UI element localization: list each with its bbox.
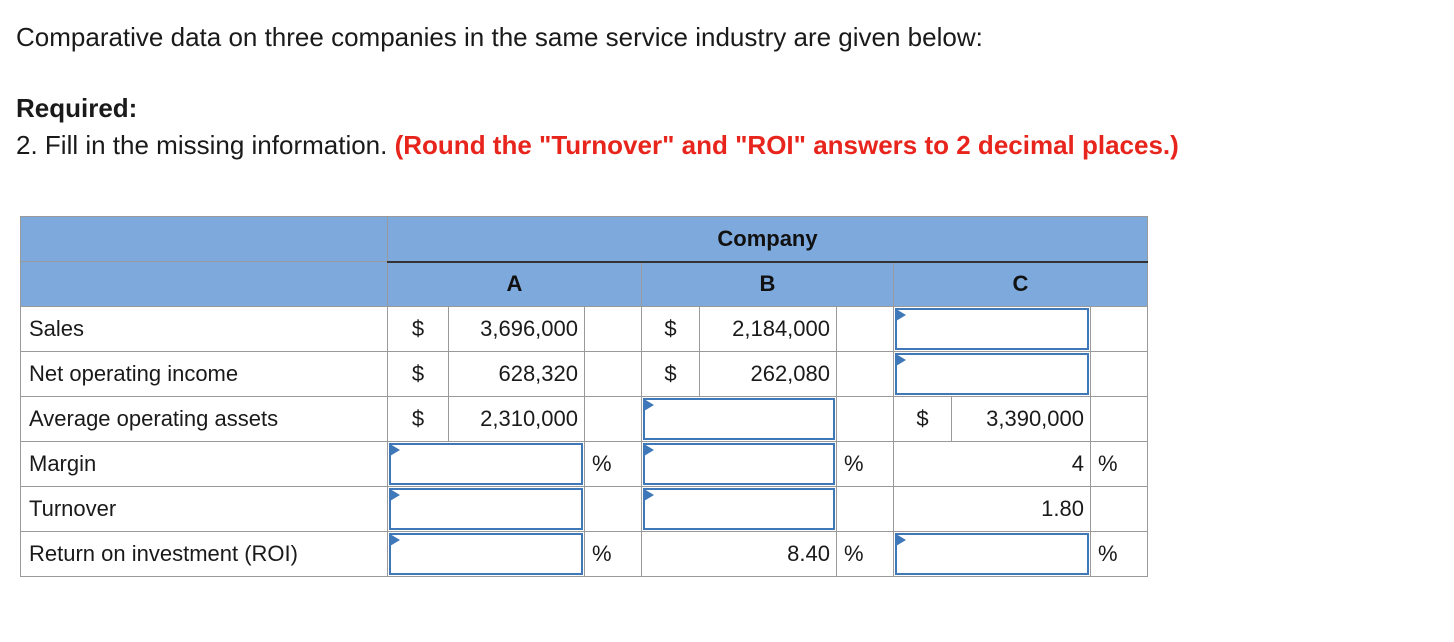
empty-cell — [1091, 487, 1148, 532]
header-row-company — [21, 217, 1148, 262]
percent-sign: % — [837, 442, 894, 487]
row-label-margin: Margin — [21, 442, 388, 487]
dollar-sign: $ — [388, 307, 449, 352]
assets-b-input[interactable] — [645, 400, 833, 438]
empty-cell — [837, 307, 894, 352]
roi-c-cell — [894, 532, 1091, 577]
row-roi — [21, 532, 1148, 577]
dollar-sign: $ — [388, 397, 449, 442]
row-label-noi: Net operating income — [21, 352, 388, 397]
turnover-a-cell — [388, 487, 585, 532]
sales-a-value: 3,696,000 — [449, 307, 585, 352]
noi-a-value: 628,320 — [449, 352, 585, 397]
company-data-table — [20, 216, 1148, 577]
noi-b-value: 262,080 — [700, 352, 837, 397]
dollar-sign: $ — [388, 352, 449, 397]
empty-cell — [585, 487, 642, 532]
roi-a-cell — [388, 532, 585, 577]
input-flag-icon — [644, 489, 654, 501]
rounding-note: (Round the "Turnover" and "ROI" answers to 2 decimal places.) — [394, 130, 1179, 160]
assets-a-value: 2,310,000 — [449, 397, 585, 442]
roi-c-input-box — [895, 533, 1089, 575]
turnover-a-input[interactable] — [391, 490, 581, 528]
turnover-c-value: 1.80 — [894, 487, 1091, 532]
percent-sign: % — [585, 442, 642, 487]
header-row-columns — [21, 262, 1148, 307]
input-flag-icon — [896, 354, 906, 366]
turnover-b-cell — [642, 487, 837, 532]
input-flag-icon — [390, 444, 400, 456]
margin-c-value: 4 — [894, 442, 1091, 487]
percent-sign: % — [837, 532, 894, 577]
row-margin — [21, 442, 1148, 487]
margin-a-cell — [388, 442, 585, 487]
assets-c-value: 3,390,000 — [952, 397, 1091, 442]
empty-cell — [585, 397, 642, 442]
noi-c-input[interactable] — [897, 355, 1087, 393]
empty-cell — [837, 352, 894, 397]
empty-cell — [837, 397, 894, 442]
noi-c-input-box — [895, 353, 1089, 395]
instruction-text — [16, 130, 1179, 161]
margin-b-input[interactable] — [645, 445, 833, 483]
margin-b-cell — [642, 442, 837, 487]
empty-cell — [1091, 307, 1148, 352]
row-label-turnover: Turnover — [21, 487, 388, 532]
sales-b-value: 2,184,000 — [700, 307, 837, 352]
row-label-roi: Return on investment (ROI) — [21, 532, 388, 577]
turnover-b-input[interactable] — [645, 490, 833, 528]
column-header-b: B — [642, 262, 894, 307]
header-blank — [21, 217, 388, 262]
margin-a-input-box — [389, 443, 583, 485]
row-label-sales: Sales — [21, 307, 388, 352]
header-blank-2 — [21, 262, 388, 307]
percent-sign: % — [1091, 532, 1148, 577]
roi-a-input-box — [389, 533, 583, 575]
assets-b-cell — [642, 397, 837, 442]
turnover-b-input-box — [643, 488, 835, 530]
empty-cell — [585, 352, 642, 397]
input-flag-icon — [390, 489, 400, 501]
input-flag-icon — [896, 534, 906, 546]
noi-c-cell — [894, 352, 1091, 397]
column-header-c: C — [894, 262, 1148, 307]
row-sales — [21, 307, 1148, 352]
required-heading: Required: — [16, 93, 138, 123]
percent-sign: % — [585, 532, 642, 577]
dollar-sign: $ — [642, 307, 700, 352]
sales-c-input[interactable] — [897, 310, 1087, 348]
percent-sign: % — [1091, 442, 1148, 487]
roi-c-input[interactable] — [897, 535, 1087, 573]
turnover-a-input-box — [389, 488, 583, 530]
empty-cell — [1091, 352, 1148, 397]
row-turnover — [21, 487, 1148, 532]
empty-cell — [1091, 397, 1148, 442]
company-header: Company — [388, 217, 1148, 262]
input-flag-icon — [644, 399, 654, 411]
row-noi — [21, 352, 1148, 397]
roi-b-value: 8.40 — [642, 532, 837, 577]
input-flag-icon — [644, 444, 654, 456]
dollar-sign: $ — [894, 397, 952, 442]
roi-a-input[interactable] — [391, 535, 581, 573]
assets-b-input-box — [643, 398, 835, 440]
column-header-a: A — [388, 262, 642, 307]
dollar-sign: $ — [642, 352, 700, 397]
margin-a-input[interactable] — [391, 445, 581, 483]
margin-b-input-box — [643, 443, 835, 485]
empty-cell — [837, 487, 894, 532]
row-label-assets: Average operating assets — [21, 397, 388, 442]
row-assets — [21, 397, 1148, 442]
sales-c-input-box — [895, 308, 1089, 350]
instruction-main: 2. Fill in the missing information. — [16, 130, 388, 160]
input-flag-icon — [896, 309, 906, 321]
intro-text: Comparative data on three companies in the same service industry are given below: — [16, 22, 983, 52]
sales-c-cell — [894, 307, 1091, 352]
empty-cell — [585, 307, 642, 352]
input-flag-icon — [390, 534, 400, 546]
